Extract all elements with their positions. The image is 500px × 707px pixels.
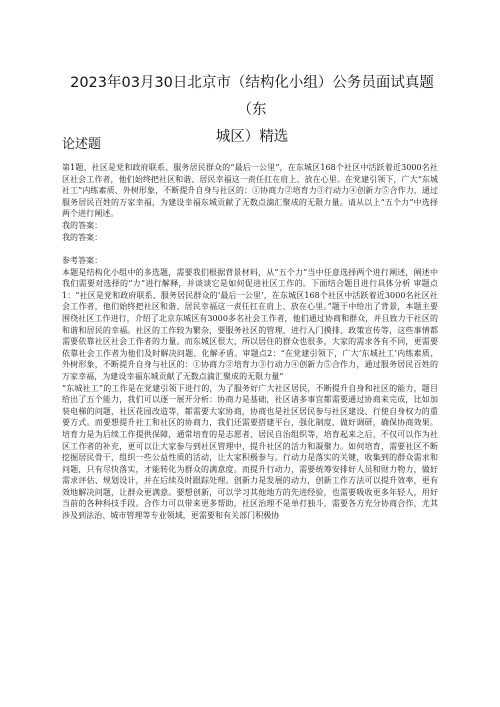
section-heading: 论述题 [62, 137, 102, 152]
title-line-2: 城区）精选 [215, 129, 289, 145]
document-title [62, 70, 442, 151]
my-answer-label-2: 我的答案： [62, 232, 103, 242]
analysis-text: “东城社工”的工作是在党建引领下进行的，为了服务好广大社区居民，不断提升自身和社区的能力，题目给出了五个能力，我们可以逐一展开分析：协商力是基础，社区诸多事宜都需要通过协商来完成，比如加装电梯的问题，社区花园改造等，都需要大家协商，协商也是社区居民参与社区建设、行使自身权力的重要方式。而要想提升社工和社区的协商力，我们还需要搭建平台，强化制度，做好调研，确保协商效果。培育力是为后续工作提供保障，通常培育的是志愿者、居民自治组织等，培育起来之后，不仅可以作为社区工作者的补充，更可以让大家参与到社区管理中，提升社区的活力和凝聚力。如何培育，需要社区不断挖掘居民骨干，组织一些公益性质的活动，让大家积极参与。行动力是落实的关键，收集到的群众需求和问题，只有尽快落实，才能转化为群众的满意度。而提升行动力，需要统筹安排好人员和财力物力，做好需求评估、规划设计，并在后续及时跟踪处理。创新力是发展的动力，创新工作方法可以提升效率，更有效地解决问题，让群众更满意。要想创新，可以学习其他地方的先进经验，也需要吸收更多年轻人，用好当前的各种科技手段。合作力可以带来更多帮助，社区治理不是单打独斗，需要各方充分协商合作，尤其涉及到法治、城市管理等专业领域，更需要和有关部门积极协 [62, 383, 438, 521]
question-block [62, 162, 438, 243]
my-answer-label-1: 我的答案： [62, 220, 103, 230]
reference-answer-label: 参考答案： [62, 256, 103, 265]
title-line-1: 2023年03月30日北京市（结构化小组）公务员面试真题（东 [70, 75, 434, 118]
question-text: 第1题、社区是党和政府联系、服务居民群众的“最后一公里”，在东城区168个社区中活跃着近3000名社区社会工作者，他们始终把社区和谐、居民幸福这一责任扛在肩上、放在心里。在党建引领下，广大“东城社工”内练素质、外树形象，不断提升自身与社区的：①协商力②培育力③行动力④创新力⑤合作力，通过服务居民百姓的万家幸福，为建设幸福东城贡献了无数点滴汇聚成的无限力量。请从以上“五个力”中选择两个进行阐述。 [62, 163, 438, 219]
reference-answer-block [62, 255, 438, 522]
reference-answer-text: 本题是结构化小组中的多选题，需要我们根据背景材料，从“五个力”当中任意选择两个进行阐述，阐述中我们需要对选择的“力”进行解释，并谈谈它是如何促进社区工作的。下面结合题目进行具体分析 审题点1：“社区是党和政府联系、服务居民群众的‘最后一公里’，在东城区168个社区中活跃着近3000名社区社会工作者，他们始终把社区和谐、居民幸福这一责任扛在肩上、放在心里。”题干中给出了背景，本题主要围绕社区工作进行，介绍了北京东城区有3000多名社会工作者，他们通过协商和群众，并且致力于社区的和谐和居民的幸福。社区的工作较为繁杂，要服务社区的管理，进行入门摸排、政策宣传等，这些事情都需要依靠社区社会工作者的力量。而东城区很大，所以居住的群众也很多，大家的需求各有不同，更需要依靠社会工作者为他们及时解决问题、化解矛盾。审题点2：“在党建引领下，广大‘东城社工’内练素质、外树形象，不断提升自身与社区的：①协商力②培育力③行动力④创新力⑤合作力，通过服务居民百姓的万家幸福，为建设幸福东城贡献了无数点滴汇聚成的无限力量” [62, 267, 438, 381]
